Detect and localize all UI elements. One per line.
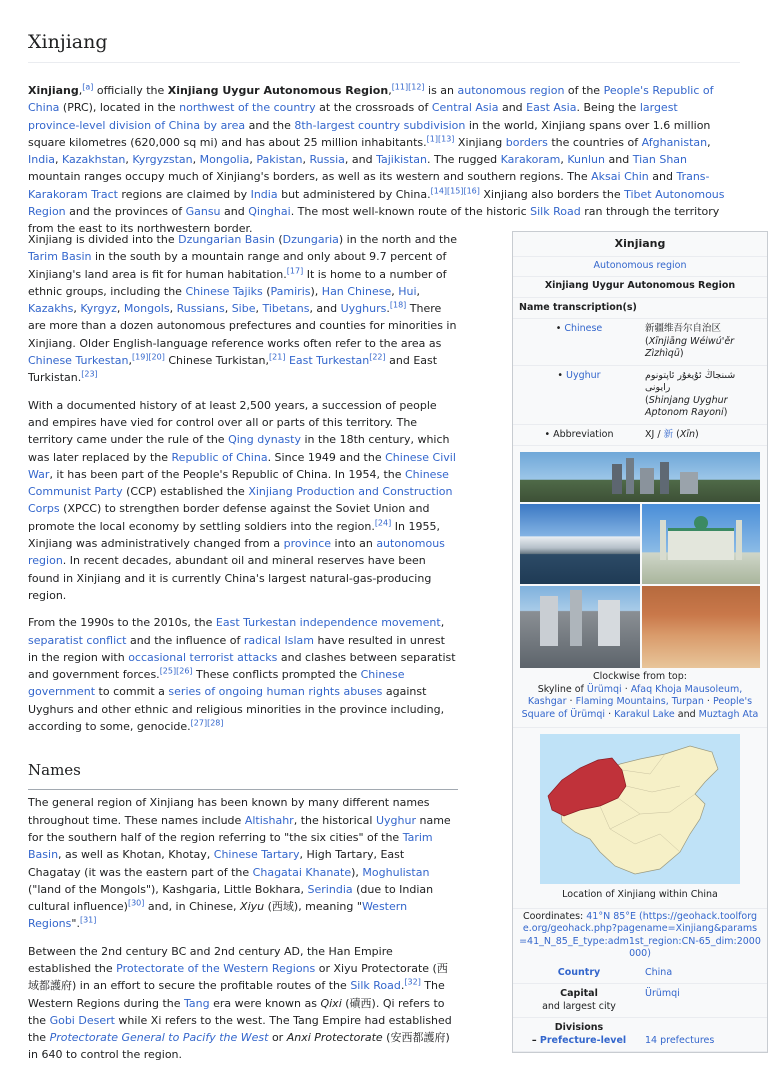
ref-17[interactable]: [17] [286, 265, 304, 275]
link-afghanistan[interactable]: Afghanistan [641, 135, 708, 149]
link-qing-dynasty[interactable]: Qing dynasty [228, 433, 301, 447]
link-tian-shan[interactable]: Tian Shan [632, 153, 687, 167]
text: Skyline of [537, 683, 587, 695]
text: (due to Indian cultural influence) [28, 882, 434, 914]
link-sibe[interactable]: Sibe [231, 302, 256, 316]
ref-30[interactable]: [30] [127, 898, 145, 908]
link-cap-urumqi[interactable]: Ürümqi [586, 683, 622, 695]
ref-31[interactable]: [31] [79, 915, 97, 925]
text: (CCP) established the [122, 485, 249, 499]
link-tibet[interactable]: Tibet Autonomous Region [28, 187, 725, 219]
text: From the 1990s to the 2010s, the [28, 616, 216, 630]
link-pakistan[interactable]: Pakistan [256, 153, 303, 167]
link-silk-road-2[interactable]: Silk Road [350, 979, 401, 993]
link-cap-square[interactable]: People's Square of Ürümqi [521, 696, 753, 720]
montage-caption: Clockwise from top: Skyline of Ürümqi · Afaq Khoja Mausoleum, Kashgar · Flaming Mountains, Turpan · People's Square of Ürümqi · Karakul Lake and Muztagh Ata [521, 671, 759, 720]
link-moghulistan[interactable]: Moghulistan [362, 865, 430, 879]
row-label: Divisions – Prefecture-level [531, 1022, 627, 1046]
page-title: Xinjiang [28, 31, 108, 53]
link-kunlun[interactable]: Kunlun [567, 153, 605, 167]
link-east-turkestan[interactable]: East Turkestan [288, 354, 370, 368]
link-autonomous-region-2[interactable]: autonomous region [28, 537, 445, 568]
link-western-regions[interactable]: Western Regions [28, 900, 408, 931]
text: . Since 1949 and the [267, 450, 386, 464]
row-value [639, 967, 761, 980]
photo-montage[interactable] [520, 452, 760, 668]
link-china[interactable]: China [645, 966, 673, 978]
link-han-chinese[interactable]: Han Chinese [321, 284, 392, 298]
link-chinese-turkestan[interactable]: Chinese Turkestan [28, 354, 129, 368]
footnote-a[interactable]: [a] [82, 82, 94, 92]
link-dzungaria[interactable]: Dzungaria [282, 233, 339, 246]
link-silk-road[interactable]: Silk Road [530, 205, 581, 219]
link-uyghurs[interactable]: Uyghurs [340, 302, 387, 316]
link-chinese[interactable]: Chinese [564, 323, 603, 334]
city-square-photo[interactable] [520, 586, 640, 668]
text: Chinese Turkistan, [168, 354, 270, 368]
text: The Western Regions during the [28, 979, 445, 1010]
link-xpcc[interactable]: Xinjiang Production and Construction Corps [28, 485, 453, 516]
skyline-photo[interactable] [520, 452, 760, 502]
row-label: • Chinese [555, 323, 603, 334]
link-serindia[interactable]: Serindia [307, 882, 353, 896]
ref-22[interactable]: [22] [369, 352, 386, 362]
link-cap-afaq[interactable]: Afaq Khoja Mausoleum, Kashgar [527, 683, 743, 707]
link-mongols[interactable]: Mongols [123, 302, 170, 316]
text: to commit a [95, 685, 169, 699]
link-tarim-basin-2[interactable]: Tarim Basin [28, 830, 433, 862]
text: at the crossroads of [315, 101, 432, 115]
text: ) in the north and the [338, 233, 458, 246]
infobox-row-uyghur [513, 366, 767, 425]
infobox-row-divisions [513, 1018, 767, 1052]
text: Xīn [679, 428, 695, 440]
link-prc[interactable]: People's Republic of China [28, 84, 714, 115]
ref-21[interactable]: [21] [269, 352, 286, 362]
link-kyrgyzstan[interactable]: Kyrgyzstan [132, 153, 193, 167]
link-chinese-tajiks[interactable]: Chinese Tajiks [185, 284, 263, 298]
link-infobox-autonomous-region[interactable]: Autonomous region [593, 259, 687, 271]
text: , it has been part of the People's Republic of China. In 1954, the [49, 467, 405, 481]
link-chinese-government[interactable]: Chinese government [28, 668, 405, 699]
text: have resulted in unrest in the region with [28, 633, 445, 664]
link-east-asia[interactable]: East Asia [526, 101, 577, 115]
link-tang[interactable]: Tang [184, 996, 210, 1010]
link-india[interactable]: India [28, 153, 55, 167]
text: but administered by China. [277, 187, 431, 201]
text: Divisions [554, 1022, 604, 1033]
text: era were known as [209, 996, 321, 1010]
text: and the provinces of [65, 205, 186, 219]
ref-32[interactable]: [32] [404, 977, 421, 987]
text: , [440, 616, 445, 630]
ref-23[interactable]: [23] [81, 369, 98, 379]
text: in the 18th century, which was later replaced by the [28, 433, 450, 464]
text: (PRC), located in the [59, 101, 180, 115]
text: in the world, Xinjiang spans over 1.6 million square kilometres (620,000 sq mi) and has about 25 million inhabitants. [28, 118, 711, 149]
link-separatist-conflict[interactable]: separatist conflict [28, 633, 127, 647]
text: and East Turkistan. [28, 354, 438, 385]
map-caption: Location of Xinjiang within China [562, 889, 718, 900]
text: the countries of [547, 135, 642, 149]
term-anxi: Anxi Protectorate [286, 1031, 383, 1045]
bold-term: Xinjiang [28, 84, 79, 97]
link-borders[interactable]: borders [505, 135, 548, 149]
text: and [498, 101, 527, 115]
text: The general region of Xinjiang has been known by many different names throughout time. These names include [28, 796, 430, 827]
link-autonomous-region[interactable]: autonomous region [457, 84, 565, 97]
text: while Xi refers to the west. The Tang Empire had established the [28, 1013, 452, 1045]
link-protectorate[interactable]: Protectorate of the Western Regions [116, 961, 316, 975]
link-urumqi[interactable]: Ürümqi [645, 988, 680, 999]
lead-paragraph: Xinjiang,[a] officially the Xinjiang Uygur Autonomous Region,[11][12] is an autonomous region of the People's Republic of China (PRC), located in the northwest of the country at the crossroads of Central Asia and East Asia. Being the largest province-level division of China by area and the 8th-largest country subdivision in the world, Xinjiang spans over 1.6 million square kilometres (620,000 sq mi) and has about 25 million inhabitants.[1][13] Xinjiang borders the countries of Afghanistan, India, Kazakhstan, Kyrgyzstan, Mongolia, Pakistan, Russia, and Tajikistan. The rugged Karakoram, Kunlun and Tian Shan mountain ranges occupy much of Xinjiang's borders, as well as its western and southern regions. The Aksai Chin and Trans-Karakoram Tract regions are claimed by India but administered by China.[14][15][16] Xinjiang also borders the Tibet Autonomous Region and the provinces of Gansu and Qinghai. The most well-known route of the historic Silk Road ran through the territory from the east to its northwestern border. [28, 82, 725, 236]
infobox-title: Xinjiang [513, 232, 767, 257]
link-chagatai-khanate[interactable]: Chagatai Khanate [252, 865, 352, 879]
infobox-row-chinese [513, 319, 767, 366]
link-14-prefectures[interactable]: 14 prefectures [645, 1034, 715, 1046]
text: in the south by a mountain range and only about 9.7 percent of Xinjiang's land area is fit for human habitation. [28, 250, 447, 281]
text: ". [71, 917, 80, 931]
text: Between the 2nd century BC and 2nd century AD, the Han Empire established the [28, 944, 393, 975]
row-label [519, 988, 639, 1013]
text: , as well as Khotan, Khotay, [58, 848, 214, 862]
link-civil-war[interactable]: Chinese Civil War [28, 450, 456, 481]
text: Coordinates: [522, 910, 587, 922]
flaming-mountains-photo[interactable] [642, 586, 760, 668]
link-central-asia[interactable]: Central Asia [431, 101, 499, 115]
paragraph-unrest [28, 614, 458, 735]
row-label: • Abbreviation [544, 428, 614, 440]
text: There are more than a dozen autonomous prefectures and counties for minorities in Xinjiang. Older English-language reference works often refer to the area as [28, 302, 457, 350]
infobox [512, 231, 768, 1053]
text: . The rugged [427, 153, 501, 167]
link-uyghur[interactable]: Uyghur [375, 813, 416, 827]
paragraph-geography: Xinjiang is divided into the Dzungarian Basin (Dzungaria) in the north and the Tarim Basin in the south by a mountain range and only about 9.7 percent of Xinjiang's land area is fit for human habitation.[17] It is home to a number of ethnic groups, including the Chinese Tajiks (Pamiris), Han Chinese, Hui, Kazakhs, Kyrgyz, Mongols, Russians, Sibe, Tibetans, and Uyghurs.[18] There are more than a dozen autonomous prefectures and counties for minorities in Xinjiang. Older English-language reference works often refer to the area as Chinese Turkestan,[19][20] Chinese Turkistan,[21] East Turkestan[22] and East Turkistan.[23] [28, 233, 458, 385]
text: of the [564, 84, 604, 97]
text: and [674, 708, 699, 720]
link-8th-largest[interactable]: 8th-largest country subdivision [294, 118, 466, 132]
link-country-label[interactable]: Country [557, 966, 601, 978]
text: and the influence of [126, 633, 244, 647]
ref-14-15-16[interactable]: [14][15][16] [430, 186, 480, 196]
text: is an [424, 84, 458, 97]
paragraph-history [28, 397, 458, 605]
link-russia[interactable]: Russia [309, 153, 345, 167]
text: In 1955, Xinjiang was administratively changed from a [28, 519, 440, 551]
mausoleum-photo[interactable] [642, 504, 760, 584]
infobox-transcriptions-header [513, 298, 767, 320]
text: and clashes between separatist and government forces. [28, 650, 456, 682]
term-qixi: Qixi [320, 996, 342, 1010]
ref-11-12[interactable]: [11][12] [391, 82, 425, 92]
row-value [639, 1022, 761, 1047]
text: ("land of the Mongols"), Kashgaria, Little Bokhara, [28, 882, 308, 896]
text: With a documented history of at least 2,500 years, a succession of people and empires have vied for control over all or parts of this territory. The territory came under the rule of the [28, 398, 437, 447]
ref-25-26[interactable]: [25][26] [159, 666, 193, 676]
text: . In recent decades, abundant oil and mineral reserves have been found in Xinjiang and it is currently China's largest natural-gas-producing region. [28, 554, 432, 602]
link-coordinates[interactable]: 41°N 85°E (https://geohack.toolforge.org/geohack.php?pagename=Xinjiang&params=41_N_85_E_type:adm1st_region:CN-65_dim:2000000) [519, 910, 761, 959]
text: (磧西). Qi refers to the [28, 996, 445, 1027]
map-section [513, 727, 767, 908]
link-gansu[interactable]: Gansu [185, 205, 221, 219]
uyghur-name: شىنجاڭ ئۇيغۇر ئاپتونوم رايونى [645, 369, 736, 393]
text: XJ / [645, 428, 664, 440]
link-hui[interactable]: Hui [398, 284, 417, 298]
main-column [28, 231, 458, 1074]
text: and largest city [542, 1000, 616, 1012]
text: against Uyghurs and other ethnic and religious minorities in the province including, according to some, genocide. [28, 685, 445, 734]
text: , and [344, 153, 377, 167]
link-cap-karakul[interactable]: Karakul Lake [614, 708, 675, 720]
link-etim[interactable]: East Turkestan independence movement [215, 616, 441, 630]
text: (安西都護府) in 640 to control the region. [28, 1031, 450, 1062]
link-largest-division[interactable]: largest province-level division of China by area [28, 101, 678, 132]
row-label [519, 967, 639, 980]
term-xiyu: Xiyu [240, 900, 265, 914]
infobox-row-abbreviation [513, 425, 767, 447]
link-tibetans[interactable]: Tibetans [262, 302, 310, 316]
link-mongolia[interactable]: Mongolia [199, 153, 250, 167]
infobox-subtitle [513, 257, 767, 278]
link-dzungarian-basin[interactable]: Dzungarian Basin [178, 233, 275, 246]
ref-24[interactable]: [24] [374, 518, 392, 528]
ref-19-20[interactable]: [19][20] [132, 352, 165, 362]
link-tarim-basin[interactable]: Tarim Basin [28, 250, 92, 264]
title-divider [28, 62, 740, 63]
section-heading-names: Names [28, 759, 458, 790]
link-uyghur-lang[interactable]: Uyghur [566, 369, 601, 381]
text: mountain ranges occupy much of Xinjiang's borders, as well as its western and southern regions. The [28, 170, 592, 184]
row-label: • Uyghur [557, 369, 601, 381]
text: , High Tartary, East Chagatay (it was the eastern part of the [28, 848, 405, 879]
link-kyrgyz[interactable]: Kyrgyz [80, 302, 117, 316]
text: Capital [560, 988, 598, 999]
link-karakoram[interactable]: Karakoram [500, 153, 561, 167]
row-value: XJ / 新 (Xīn) [645, 428, 699, 440]
text: These conflicts prompted the [192, 668, 361, 682]
row-value: شىنجاڭ ئۇيغۇر ئاپتونوم رايونى (Shinjang Uyghur Aptonom Rayoni) [645, 369, 736, 418]
link-northwest[interactable]: northwest of the country [179, 101, 316, 115]
text: into an [331, 537, 377, 551]
link-gobi-desert[interactable]: Gobi Desert [49, 1013, 115, 1027]
text: officially the [93, 84, 168, 97]
link-xin[interactable]: 新 [663, 428, 674, 440]
link-trans-karakoram[interactable]: Trans-Karakoram Tract [28, 170, 710, 201]
text: Xinjiang also borders the [479, 187, 625, 201]
infobox-official-name: Xinjiang Uygur Autonomous Region [513, 277, 767, 298]
text: . Being the [576, 101, 640, 115]
link-radical-islam[interactable]: radical Islam [243, 633, 314, 647]
link-republic-of-china[interactable]: Republic of China [171, 450, 268, 464]
link-russians[interactable]: Russians [176, 302, 225, 316]
chinese-name: 新疆维吾尔自治区 [645, 323, 722, 334]
text: ), [351, 865, 363, 879]
mountain-photo[interactable] [520, 504, 640, 584]
text: or Xiyu Protectorate (西域都護府) in an effort to secure the profitable routes of the [28, 961, 448, 993]
link-cap-flaming[interactable]: Flaming Mountains, Turpan [575, 696, 704, 707]
chinese-romanization: Xīnjiāng Wéiwú'ěr Zìzhìqū [645, 335, 735, 359]
link-prefecture-level[interactable]: Prefecture-level [539, 1034, 627, 1046]
paragraph-names [28, 794, 458, 932]
text: . The most well-known route of the historic [290, 205, 531, 219]
ref-27-28[interactable]: [27][28] [190, 718, 224, 728]
text: ran through the territory from the east to its northwestern border. [28, 205, 720, 236]
row-value [639, 988, 761, 1013]
text: and, in Chinese, [144, 900, 241, 914]
link-cap-muztagh[interactable]: Muztagh Ata [698, 708, 759, 720]
link-qinghai[interactable]: Qinghai [248, 205, 291, 219]
link-india-2[interactable]: India [250, 187, 278, 201]
row-value: 新疆维吾尔自治区 (Xīnjiāng Wéiwú'ěr Zìzhìqū) [645, 323, 735, 359]
text: and the [245, 118, 295, 132]
link-kazakhstan[interactable]: Kazakhstan [62, 153, 126, 167]
text: Xinjiang [454, 135, 506, 149]
text: Abbreviation [553, 428, 614, 440]
locator-map[interactable] [540, 734, 740, 884]
ref-1-13[interactable]: [1][13] [426, 134, 455, 144]
link-kazakhs[interactable]: Kazakhs [28, 302, 74, 316]
text: Clockwise from top: [593, 671, 687, 682]
official-name: Xinjiang Uygur Autonomous Region [167, 84, 389, 97]
link-protectorate-general[interactable]: Protectorate General to Pacify the West [49, 1031, 269, 1045]
link-pamiris[interactable]: Pamiris [270, 284, 311, 298]
paragraph-han: Between the 2nd century BC and 2nd century AD, the Han Empire established the Protectorate of the Western Regions or Xiyu Protectorate (西域都護府) in an effort to secure the profitable routes of the Silk Road.[32] The Western Regions during the Tang era were known as Qixi (磧西). Qi refers to the Gobi Desert while Xi refers to the west. The Tang Empire had established the Protectorate General to Pacify the West or Anxi Protectorate (安西都護府) in 640 to control the region. [28, 944, 452, 1062]
coordinates [513, 908, 767, 963]
infobox-row-capital [513, 984, 767, 1018]
link-ccp[interactable]: Chinese Communist Party [28, 467, 449, 499]
text: , the historical [293, 813, 376, 827]
text: It is home to a number of ethnic groups, including the [28, 267, 447, 298]
infobox-row-country [513, 963, 767, 985]
link-province[interactable]: province [283, 537, 332, 551]
text: name for the southern half of the region referring to "the six cities" of the [28, 813, 451, 844]
china-map-svg [540, 734, 740, 884]
link-terrorist-attacks[interactable]: occasional terrorist attacks [128, 650, 278, 664]
link-tajikistan[interactable]: Tajikistan [376, 153, 427, 167]
uyghur-romanization: Shinjang Uyghur Aptonom Rayoni [645, 394, 728, 418]
text: (XPCC) to strengthen border defense against the Soviet Union and promote the local economy by settling soldiers into the region. [28, 502, 430, 533]
text: or [268, 1031, 287, 1045]
ref-18[interactable]: [18] [389, 300, 407, 310]
link-aksai-chin[interactable]: Aksai Chin [591, 170, 649, 184]
china-outline [560, 746, 718, 874]
text: Name transcription(s) [519, 301, 637, 313]
link-human-rights-abuses[interactable]: series of ongoing human rights abuses [168, 685, 383, 699]
text: regions are claimed by [117, 187, 251, 201]
link-altishahr[interactable]: Altishahr [244, 813, 294, 827]
text: Xinjiang is divided into the [28, 233, 179, 246]
link-chinese-tartary[interactable]: Chinese Tartary [213, 848, 300, 862]
text: (西域), meaning " [264, 900, 362, 914]
